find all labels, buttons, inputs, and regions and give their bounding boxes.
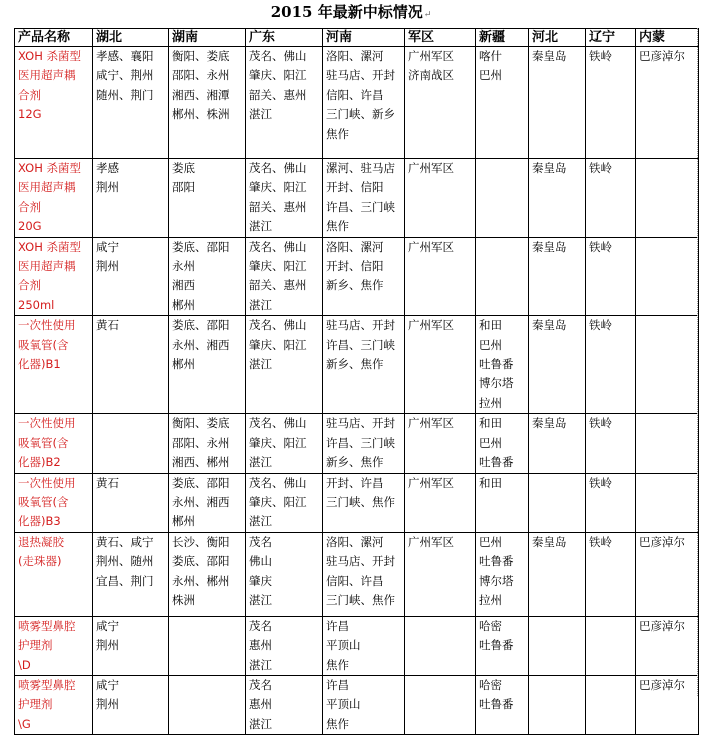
- cell-guangdong: 茂名 惠州 湛江: [246, 675, 323, 734]
- cell-neimeng: 巴彦淖尔: [636, 616, 699, 675]
- table-row: [15, 532, 699, 616]
- cell-product: 一次性使用 吸氧管(含 化器)B1: [15, 316, 93, 414]
- cell-hunan: [169, 616, 246, 675]
- cell-product: 喷雾型鼻腔 护理剂 \D: [15, 616, 93, 675]
- cell-hubei: [93, 414, 169, 473]
- cell-liaoning: 铁岭: [586, 532, 636, 616]
- header-henan: 河南: [323, 29, 405, 47]
- cell-hebei: [529, 616, 586, 675]
- cell-hunan: [169, 675, 246, 734]
- cell-xinjiang: 巴州 吐鲁番 博尔塔 拉州: [476, 532, 529, 616]
- cell-hubei: 黄石: [93, 473, 169, 532]
- header-military: 军区: [405, 29, 476, 47]
- cell-hubei: 黄石: [93, 316, 169, 414]
- cell-neimeng: [636, 159, 699, 238]
- cell-hubei: 孝感、襄阳 咸宁、荆州 随州、荆门: [93, 47, 169, 159]
- table-row: [15, 316, 699, 414]
- table-row: [15, 675, 699, 734]
- cell-product: 退热凝胶 (走珠器): [15, 532, 93, 616]
- cell-product: 喷雾型鼻腔 护理剂 \G: [15, 675, 93, 734]
- cell-xinjiang: 哈密 吐鲁番: [476, 675, 529, 734]
- header-row: [15, 29, 699, 47]
- cell-hebei: [529, 675, 586, 734]
- cell-hunan: 娄底、邵阳 永州、湘西 郴州: [169, 473, 246, 532]
- cell-military: 广州军区: [405, 237, 476, 316]
- cell-product: 一次性使用 吸氧管(含 化器)B3: [15, 473, 93, 532]
- cell-hunan: 长沙、衡阳 娄底、邵阳 永州、郴州 株洲: [169, 532, 246, 616]
- cell-henan: 洛阳、漯河 驻马店、开封 信阳、许昌 三门峡、新乡 焦作: [323, 47, 405, 159]
- header-neimeng: 内蒙: [636, 29, 699, 47]
- cell-product: XOH 杀菌型 医用超声耦 合剂 12G: [15, 47, 93, 159]
- cell-hebei: [529, 473, 586, 532]
- cell-xinjiang: 喀什 巴州: [476, 47, 529, 159]
- cell-hunan: 娄底、邵阳 永州 湘西 郴州: [169, 237, 246, 316]
- cell-neimeng: [636, 237, 699, 316]
- page-edge-guide: [697, 28, 698, 696]
- table-row: [15, 159, 699, 238]
- cell-hebei: 秦皇岛: [529, 237, 586, 316]
- cell-neimeng: 巴彦淖尔: [636, 532, 699, 616]
- cell-hebei: 秦皇岛: [529, 316, 586, 414]
- cell-liaoning: 铁岭: [586, 414, 636, 473]
- cell-xinjiang: [476, 159, 529, 238]
- table-row: [15, 47, 699, 159]
- cell-hebei: 秦皇岛: [529, 532, 586, 616]
- cell-neimeng: 巴彦淖尔: [636, 675, 699, 734]
- paragraph-mark-icon: ↵: [423, 10, 432, 20]
- cell-hubei: 孝感 荆州: [93, 159, 169, 238]
- cell-liaoning: [586, 675, 636, 734]
- cell-xinjiang: 和田 巴州 吐鲁番 博尔塔 拉州: [476, 316, 529, 414]
- header-hunan: 湖南: [169, 29, 246, 47]
- cell-hubei: 黄石、咸宁 荆州、随州 宜昌、荆门: [93, 532, 169, 616]
- cell-guangdong: 茂名、佛山 肇庆、阳江 湛江: [246, 473, 323, 532]
- cell-military: 广州军区 济南战区: [405, 47, 476, 159]
- cell-henan: 漯河、驻马店 开封、信阳 许昌、三门峡 焦作: [323, 159, 405, 238]
- cell-xinjiang: 和田 巴州 吐鲁番: [476, 414, 529, 473]
- cell-neimeng: 巴彦淖尔: [636, 47, 699, 159]
- cell-military: 广州军区: [405, 532, 476, 616]
- table-row: [15, 414, 699, 473]
- cell-guangdong: 茂名、佛山 肇庆、阳江 湛江: [246, 316, 323, 414]
- cell-hebei: 秦皇岛: [529, 159, 586, 238]
- cell-hubei: 咸宁 荆州: [93, 237, 169, 316]
- cell-military: 广州军区: [405, 473, 476, 532]
- cell-military: 广州军区: [405, 414, 476, 473]
- title-text: 2015 年最新中标情况: [270, 3, 423, 21]
- cell-henan: 许昌 平顶山 焦作: [323, 616, 405, 675]
- cell-hebei: 秦皇岛: [529, 414, 586, 473]
- cell-guangdong: 茂名、佛山 肇庆、阳江 湛江: [246, 414, 323, 473]
- table-row: [15, 473, 699, 532]
- cell-neimeng: [636, 473, 699, 532]
- bid-table: [14, 28, 699, 735]
- header-xinjiang: 新疆: [476, 29, 529, 47]
- cell-hubei: 咸宁 荆州: [93, 675, 169, 734]
- table-row: [15, 616, 699, 675]
- page-title: [0, 2, 702, 25]
- cell-product: XOH 杀菌型 医用超声耦 合剂 250ml: [15, 237, 93, 316]
- cell-liaoning: 铁岭: [586, 316, 636, 414]
- cell-liaoning: 铁岭: [586, 237, 636, 316]
- cell-hunan: 娄底、邵阳 永州、湘西 郴州: [169, 316, 246, 414]
- table-row: [15, 237, 699, 316]
- cell-hunan: 衡阳、娄底 邵阳、永州 湘西、湘潭 郴州、株洲: [169, 47, 246, 159]
- header-hebei: 河北: [529, 29, 586, 47]
- cell-product: XOH 杀菌型 医用超声耦 合剂 20G: [15, 159, 93, 238]
- cell-henan: 开封、许昌 三门峡、焦作: [323, 473, 405, 532]
- cell-henan: 洛阳、漯河 驻马店、开封 信阳、许昌 三门峡、焦作: [323, 532, 405, 616]
- cell-xinjiang: [476, 237, 529, 316]
- table-body: [15, 47, 699, 735]
- cell-military: [405, 675, 476, 734]
- cell-hubei: 咸宁 荆州: [93, 616, 169, 675]
- cell-military: [405, 616, 476, 675]
- cell-liaoning: [586, 616, 636, 675]
- cell-liaoning: 铁岭: [586, 159, 636, 238]
- cell-hunan: 衡阳、娄底 邵阳、永州 湘西、郴州: [169, 414, 246, 473]
- cell-product: 一次性使用 吸氧管(含 化器)B2: [15, 414, 93, 473]
- cell-neimeng: [636, 316, 699, 414]
- cell-henan: 洛阳、漯河 开封、信阳 新乡、焦作: [323, 237, 405, 316]
- header-product: 产品名称: [15, 29, 93, 47]
- cell-henan: 许昌 平顶山 焦作: [323, 675, 405, 734]
- header-liaoning: 辽宁: [586, 29, 636, 47]
- cell-liaoning: 铁岭: [586, 473, 636, 532]
- cell-military: 广州军区: [405, 159, 476, 238]
- cell-guangdong: 茂名 佛山 肇庆 湛江: [246, 532, 323, 616]
- cell-military: 广州军区: [405, 316, 476, 414]
- header-hubei: 湖北: [93, 29, 169, 47]
- cell-guangdong: 茂名、佛山 肇庆、阳江 韶关、惠州 湛江: [246, 47, 323, 159]
- cell-hunan: 娄底 邵阳: [169, 159, 246, 238]
- cell-henan: 驻马店、开封 许昌、三门峡 新乡、焦作: [323, 316, 405, 414]
- cell-xinjiang: 和田: [476, 473, 529, 532]
- cell-guangdong: 茂名、佛山 肇庆、阳江 韶关、惠州 湛江: [246, 159, 323, 238]
- cell-neimeng: [636, 414, 699, 473]
- header-guangdong: 广东: [246, 29, 323, 47]
- cell-henan: 驻马店、开封 许昌、三门峡 新乡、焦作: [323, 414, 405, 473]
- cell-hebei: 秦皇岛: [529, 47, 586, 159]
- cell-liaoning: 铁岭: [586, 47, 636, 159]
- cell-guangdong: 茂名 惠州 湛江: [246, 616, 323, 675]
- cell-guangdong: 茂名、佛山 肇庆、阳江 韶关、惠州 湛江: [246, 237, 323, 316]
- cell-xinjiang: 哈密 吐鲁番: [476, 616, 529, 675]
